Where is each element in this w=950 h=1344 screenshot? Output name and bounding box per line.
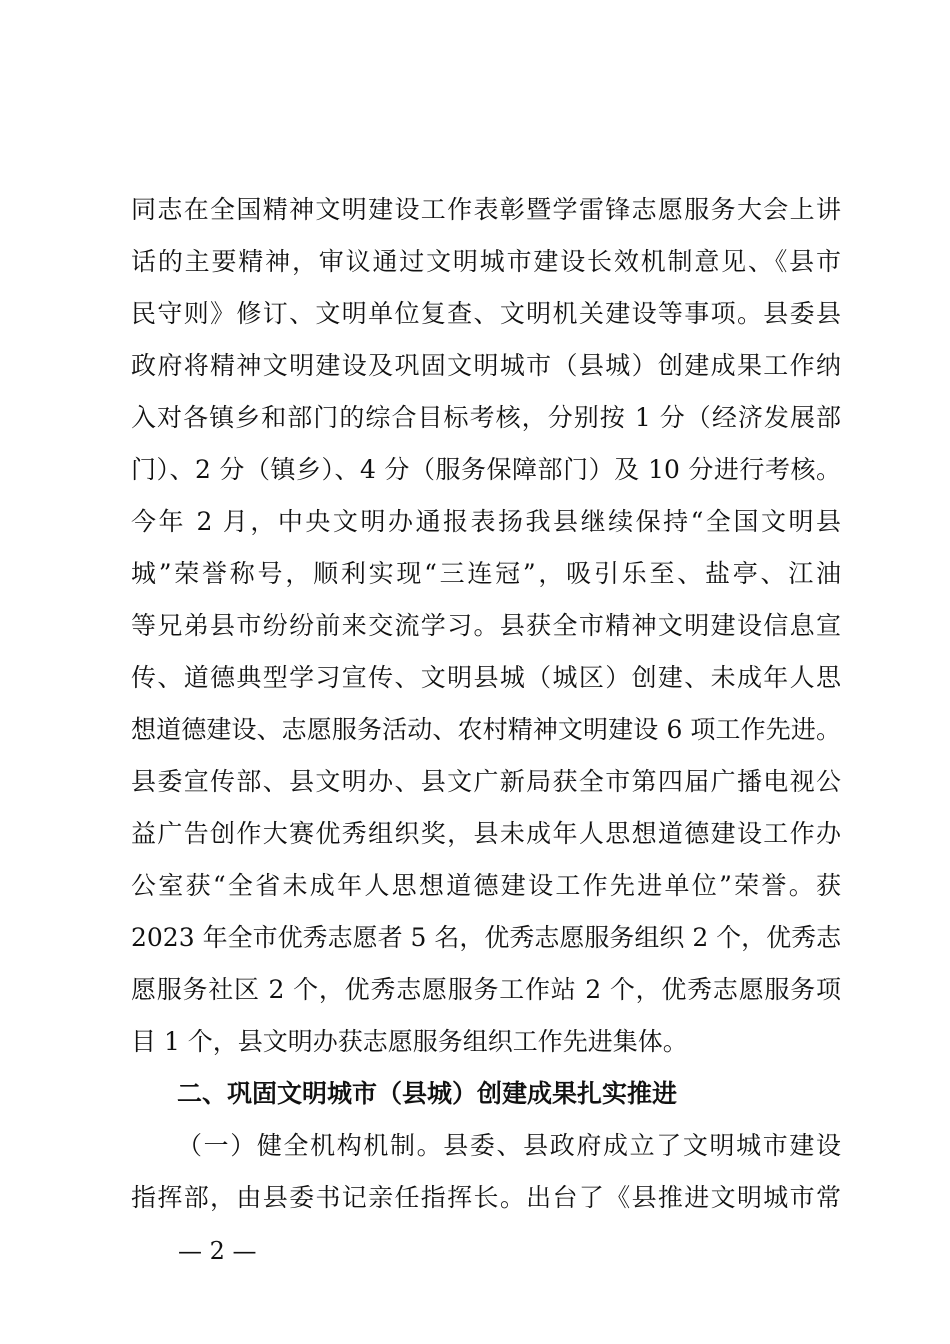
text-line: 话的主要精神，审议通过文明城市建设长效机制意见、《县市 xyxy=(131,247,841,276)
text-line: 门）、2 分（镇乡）、4 分（服务保障部门）及 10 分进行考核。 xyxy=(131,455,841,484)
text-line: 同志在全国精神文明建设工作表彰暨学雷锋志愿服务大会上讲 xyxy=(131,195,841,224)
section-heading: 二、巩固文明城市（县城）创建成果扎实推进 xyxy=(177,1079,678,1108)
text-line: 政府将精神文明建设及巩固文明城市（县城）创建成果工作纳 xyxy=(131,351,841,380)
text-line: （一）健全机构机制。县委、县政府成立了文明城市建设 xyxy=(177,1131,841,1160)
text-line: 县委宣传部、县文明办、县文广新局获全市第四届广播电视公 xyxy=(131,767,841,796)
text-line: 传、道德典型学习宣传、文明县城（城区）创建、未成年人思 xyxy=(131,663,841,692)
text-line: 想道德建设、志愿服务活动、农村精神文明建设 6 项工作先进。 xyxy=(131,715,841,744)
text-line: 民守则》修订、文明单位复查、文明机关建设等事项。县委县 xyxy=(131,299,841,328)
text-line: 城”荣誉称号，顺利实现“三连冠”，吸引乐至、盐亭、江油 xyxy=(131,559,841,588)
text-line: 入对各镇乡和部门的综合目标考核，分别按 1 分（经济发展部 xyxy=(131,403,841,432)
text-line: 指挥部，由县委书记亲任指挥长。出台了《县推进文明城市常 xyxy=(131,1183,841,1212)
text-line: 愿服务社区 2 个，优秀志愿服务工作站 2 个，优秀志愿服务项 xyxy=(131,975,841,1004)
text-line: 目 1 个，县文明办获志愿服务组织工作先进集体。 xyxy=(131,1027,688,1056)
text-line: 今年 2 月，中央文明办通报表扬我县继续保持“全国文明县 xyxy=(131,507,841,536)
text-line: 公室获“全省未成年人思想道德建设工作先进单位”荣誉。获 xyxy=(131,871,841,900)
text-line: 等兄弟县市纷纷前来交流学习。县获全市精神文明建设信息宣 xyxy=(131,611,841,640)
text-line: 2023 年全市优秀志愿者 5 名，优秀志愿服务组织 2 个，优秀志 xyxy=(131,923,842,952)
page-number: — 2 — xyxy=(178,1237,257,1265)
document-body xyxy=(131,184,841,1224)
text-line: 益广告创作大赛优秀组织奖，县未成年人思想道德建设工作办 xyxy=(131,819,841,848)
